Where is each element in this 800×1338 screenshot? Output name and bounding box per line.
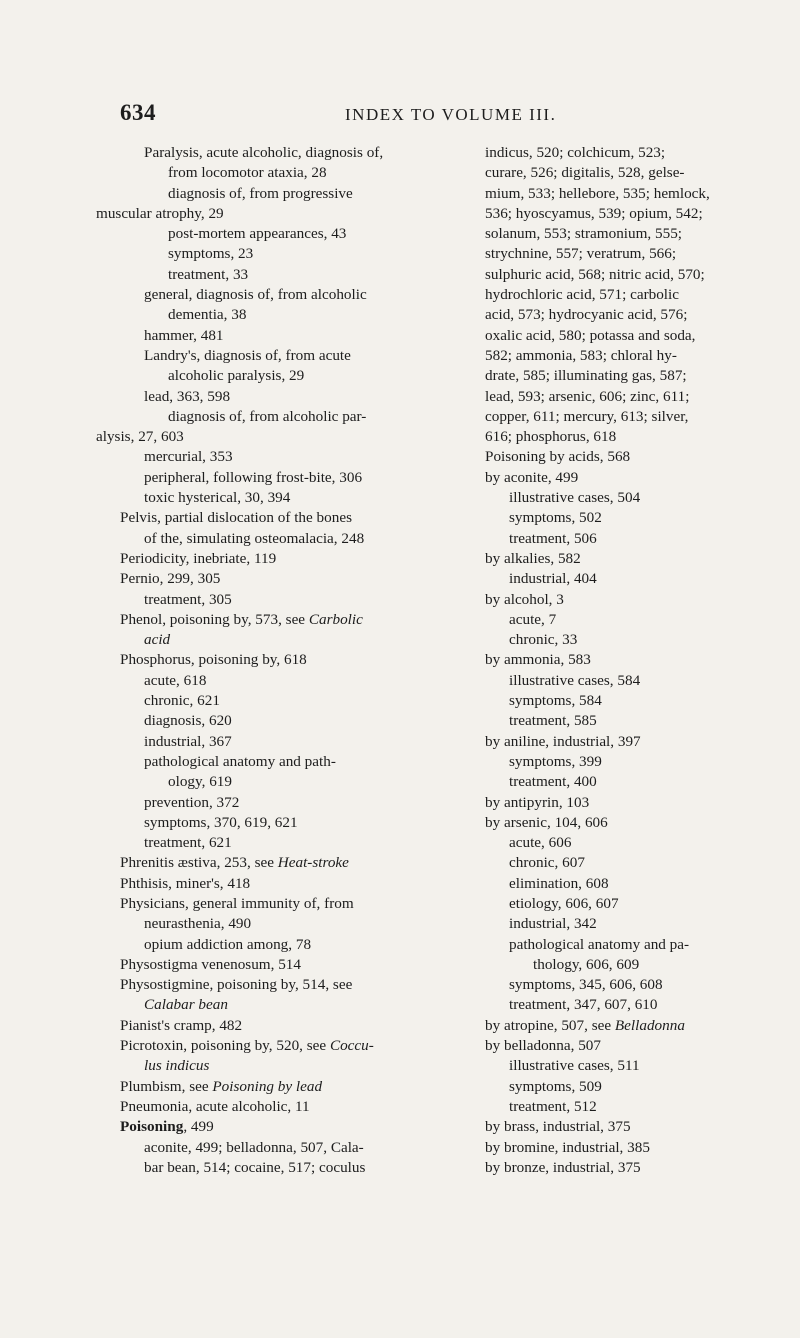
index-entry: [120, 793, 440, 813]
index-entry-text: Coccu-: [329, 1037, 374, 1055]
index-entry: [120, 1097, 440, 1117]
index-entry-text: Physostigmine, poisoning by, 514, see: [120, 976, 353, 994]
index-entry: [485, 387, 800, 407]
index-entry: [485, 772, 800, 792]
index-entry: [485, 1097, 800, 1117]
index-entry: [120, 894, 440, 914]
index-entry-text: Pianist's cramp, 482: [120, 1016, 243, 1034]
index-entry-text: hammer, 481: [144, 326, 224, 344]
index-entry-text: acute, 7: [509, 610, 557, 628]
page-header: [0, 0, 800, 140]
index-entry: [120, 508, 440, 528]
index-entry: [120, 874, 440, 894]
index-entry: [120, 1036, 440, 1056]
index-entry: [485, 224, 800, 244]
index-entry-text: by bronze, industrial, 375: [485, 1158, 641, 1176]
index-entry: [120, 1138, 440, 1158]
index-entry-text: chronic, 607: [509, 854, 585, 872]
index-entry: [485, 874, 800, 894]
index-entry: [120, 853, 440, 873]
index-entry: [485, 630, 800, 650]
index-entry: [485, 407, 800, 427]
index-entry: [120, 1117, 440, 1137]
index-entry-text: by arsenic, 104, 606: [485, 813, 608, 831]
index-entry-text: lead, 363, 598: [144, 387, 231, 405]
index-entry: [120, 610, 440, 630]
index-entry: [485, 691, 800, 711]
index-entry: [120, 285, 440, 305]
index-entry-text: by ammonia, 583: [485, 651, 591, 669]
index-entry-text: peripheral, following frost-bite, 306: [144, 468, 363, 486]
index-entry: [485, 427, 800, 447]
index-entry: [485, 1077, 800, 1097]
index-entry: [120, 995, 440, 1015]
index-entry-text: pathological anatomy and path-: [144, 752, 336, 770]
index-entry-text: of the, simulating osteomalacia, 248: [144, 529, 365, 547]
index-entry-text: treatment, 506: [509, 529, 597, 547]
index-entry-text: etiology, 606, 607: [509, 894, 619, 912]
index-entry: [120, 914, 440, 934]
index-entry: [485, 1036, 800, 1056]
index-entry-text: mercurial, 353: [144, 448, 233, 466]
index-entry: [120, 691, 440, 711]
index-entry: [120, 305, 440, 325]
index-entry-text: by aniline, industrial, 397: [485, 732, 641, 750]
index-entry: [120, 711, 440, 731]
index-entry-text: 536; hyoscyamus, 539; opium, 542;: [485, 204, 703, 222]
index-entry: [485, 752, 800, 772]
index-entry-text: general, diagnosis of, from alcoholic: [144, 286, 367, 304]
index-entry-text: Paralysis, acute alcoholic, diagnosis of,: [144, 144, 384, 161]
index-entry-text: Periodicity, inebriate, 119: [120, 549, 277, 567]
index-entry: [485, 1016, 800, 1036]
index-entry: [120, 813, 440, 833]
index-entry-text: symptoms, 584: [509, 692, 602, 710]
index-entry-text: ology, 619: [168, 773, 232, 791]
index-entry: [485, 549, 800, 569]
index-entry-text: treatment, 512: [509, 1097, 597, 1115]
index-entry: [120, 143, 440, 163]
index-entry-text: opium addiction among, 78: [144, 935, 312, 953]
index-entry-text: acid, 573; hydrocyanic acid, 576;: [485, 306, 688, 324]
index-entry: [120, 935, 440, 955]
index-entry: [485, 610, 800, 630]
index-entry-text: chronic, 33: [509, 631, 578, 649]
index-entry-text: prevention, 372: [144, 793, 240, 811]
index-entry-text: treatment, 347, 607, 610: [509, 996, 658, 1014]
index-entry: [485, 244, 800, 264]
index-entry-text: Carbolic: [308, 610, 363, 628]
index-entry-text: post-mortem appearances, 43: [168, 225, 347, 243]
index-entry: [120, 955, 440, 975]
index-entry: [120, 630, 440, 650]
index-column-right: [485, 143, 800, 1178]
index-entry-text: treatment, 400: [509, 773, 597, 791]
index-entry-text: symptoms, 370, 619, 621: [144, 813, 298, 831]
index-entry-text: indicus, 520; colchicum, 523;: [485, 144, 666, 161]
index-entry: [120, 671, 440, 691]
index-entry-text: by aconite, 499: [485, 468, 579, 486]
index-entry: [120, 650, 440, 670]
index-entry: [120, 833, 440, 853]
index-entry: [485, 1138, 800, 1158]
index-entry-text: treatment, 33: [168, 265, 249, 283]
index-entry-text: industrial, 367: [144, 732, 232, 750]
index-entry-text: , 499: [183, 1118, 214, 1136]
index-entry-text: curare, 526; digitalis, 528, gelse-: [485, 164, 685, 182]
index-entry: [120, 1158, 440, 1178]
index-entry-text: by atropine, 507, see: [485, 1016, 615, 1034]
index-entry: [96, 204, 440, 224]
index-entry-text: lead, 593; arsenic, 606; zinc, 611;: [485, 387, 690, 405]
index-entry-text: by alkalies, 582: [485, 549, 581, 567]
index-entry-text: by brass, industrial, 375: [485, 1118, 631, 1136]
index-entry-text: Physicians, general immunity of, from: [120, 894, 354, 912]
index-entry: [120, 975, 440, 995]
index-entry: [120, 732, 440, 752]
index-entry: [120, 387, 440, 407]
index-entry-text: from locomotor ataxia, 28: [168, 164, 327, 182]
index-entry-text: hydrochloric acid, 571; carbolic: [485, 286, 679, 304]
index-entry: [120, 590, 440, 610]
index-entry-text: chronic, 621: [144, 692, 220, 710]
index-entry: [485, 1117, 800, 1137]
index-entry: [485, 346, 800, 366]
index-entry-text: symptoms, 23: [168, 245, 254, 263]
index-entry-text: elimination, 608: [509, 874, 609, 892]
running-title: INDEX TO VOLUME III.: [345, 105, 557, 124]
index-entry-text: Poisoning by lead: [212, 1077, 323, 1095]
index-entry: [485, 914, 800, 934]
index-entry-text: Poisoning by acids, 568: [485, 448, 631, 466]
index-entry: [485, 793, 800, 813]
index-entry-text: Plumbism, see: [120, 1077, 213, 1095]
index-entry-text: diagnosis of, from progressive: [168, 184, 353, 202]
index-entry: [120, 407, 440, 427]
index-entry: [120, 529, 440, 549]
index-entry: [120, 1016, 440, 1036]
index-entry: [485, 143, 800, 163]
index-entry: [485, 488, 800, 508]
index-entry-text: thology, 606, 609: [533, 955, 640, 973]
index-entry-text: dementia, 38: [168, 306, 247, 324]
index-entry: [120, 265, 440, 285]
index-entry: [485, 366, 800, 386]
index-entry: [485, 285, 800, 305]
index-entry: [485, 975, 800, 995]
index-entry-text: Poisoning: [120, 1118, 184, 1136]
index-entry-text: Phrenitis æstiva, 253, see: [120, 854, 278, 872]
index-entry-text: Pernio, 299, 305: [120, 570, 221, 588]
index-entry: [485, 1158, 800, 1178]
index-entry: [485, 590, 800, 610]
index-entry-text: drate, 585; illuminating gas, 587;: [485, 367, 687, 385]
index-entry: [120, 1077, 440, 1097]
index-entry: [485, 833, 800, 853]
index-entry-text: 616; phosphorus, 618: [485, 428, 617, 446]
index-entry: [485, 204, 800, 224]
page-number: 634: [120, 100, 156, 125]
index-entry-text: illustrative cases, 504: [509, 489, 641, 507]
index-entry: [485, 1056, 800, 1076]
index-entry-text: Picrotoxin, poisoning by, 520, see: [120, 1037, 330, 1055]
index-entry: [485, 711, 800, 731]
index-entry-text: muscular atrophy, 29: [96, 204, 224, 222]
index-entry: [485, 447, 800, 467]
index-entry: [120, 1056, 440, 1076]
index-entry: [485, 508, 800, 528]
index-entry: [120, 549, 440, 569]
index-entry-text: Belladonna: [614, 1016, 685, 1034]
index-entry: [485, 184, 800, 204]
index-entry: [96, 427, 440, 447]
index-entry: [120, 488, 440, 508]
index-entry-text: Phthisis, miner's, 418: [120, 874, 251, 892]
index-entry: [485, 853, 800, 873]
index-entry: [485, 529, 800, 549]
index-entry-text: by antipyrin, 103: [485, 793, 590, 811]
index-entry-text: treatment, 621: [144, 834, 232, 852]
index-entry: [485, 305, 800, 325]
index-entry: [120, 224, 440, 244]
index-entry-text: acute, 606: [509, 834, 572, 852]
index-entry: [485, 650, 800, 670]
index-entry-text: symptoms, 399: [509, 752, 602, 770]
index-entry-text: industrial, 342: [509, 915, 597, 933]
index-entry: [120, 772, 440, 792]
index-entry-text: alcoholic paralysis, 29: [168, 367, 305, 385]
index-entry-text: by alcohol, 3: [485, 590, 564, 608]
index-entry-text: copper, 611; mercury, 613; silver,: [485, 407, 689, 425]
index-entry-text: sulphuric acid, 568; nitric acid, 570;: [485, 265, 705, 283]
index-entry: [485, 935, 800, 955]
index-entry-text: by bromine, industrial, 385: [485, 1138, 650, 1156]
index-entry-text: Phenol, poisoning by, 573, see: [120, 610, 309, 628]
index-entry: [485, 671, 800, 691]
index-entry: [120, 326, 440, 346]
index-entry: [120, 569, 440, 589]
index-entry-text: Landry's, diagnosis of, from acute: [144, 346, 351, 364]
index-entry-text: diagnosis, 620: [144, 712, 232, 730]
index-entry-text: Pneumonia, acute alcoholic, 11: [120, 1097, 310, 1115]
index-entry: [120, 447, 440, 467]
index-entry-text: alysis, 27, 603: [96, 428, 184, 446]
index-entry-text: pathological anatomy and pa-: [509, 935, 690, 953]
index-entry-text: solanum, 553; stramonium, 555;: [485, 225, 683, 243]
index-entry-text: by belladonna, 507: [485, 1037, 601, 1055]
index-entry-text: mium, 533; hellebore, 535; hemlock,: [485, 184, 710, 202]
index-entry: [485, 813, 800, 833]
index-entry-text: treatment, 585: [509, 712, 597, 730]
index-entry: [485, 326, 800, 346]
index-entry-text: Heat-stroke: [277, 854, 349, 872]
index-entry-text: bar bean, 514; cocaine, 517; coculus: [144, 1158, 366, 1176]
index-entry-text: acid: [144, 631, 171, 649]
index-entry: [120, 346, 440, 366]
index-entry-text: Pelvis, partial dislocation of the bones: [120, 509, 352, 527]
index-entry: [485, 569, 800, 589]
index-entry: [120, 752, 440, 772]
index-entry: [120, 163, 440, 183]
index-entry: [485, 468, 800, 488]
index-entry-text: diagnosis of, from alcoholic par-: [168, 407, 367, 425]
index-entry: [485, 732, 800, 752]
index-entry-text: strychnine, 557; veratrum, 566;: [485, 245, 677, 263]
index-entry-text: treatment, 305: [144, 590, 232, 608]
index-entry-text: Physostigma venenosum, 514: [120, 955, 301, 973]
index-entry-text: acute, 618: [144, 671, 207, 689]
index-entry-text: aconite, 499; belladonna, 507, Cala-: [144, 1138, 364, 1156]
index-entry-text: neurasthenia, 490: [144, 915, 252, 933]
index-entry: [120, 366, 440, 386]
index-entry: [485, 265, 800, 285]
index-entry-text: 582; ammonia, 583; chloral hy-: [485, 346, 677, 364]
index-entry-text: symptoms, 509: [509, 1077, 602, 1095]
index-entry-text: symptoms, 345, 606, 608: [509, 976, 663, 994]
index-entry: [485, 995, 800, 1015]
index-entry: [485, 955, 800, 975]
index-entry-text: illustrative cases, 584: [509, 671, 641, 689]
index-entry: [485, 894, 800, 914]
index-entry-text: symptoms, 502: [509, 509, 602, 527]
index-entry-text: illustrative cases, 511: [509, 1057, 640, 1075]
index-entry: [485, 163, 800, 183]
index-entry-text: toxic hysterical, 30, 394: [144, 489, 291, 507]
index-entry: [120, 244, 440, 264]
index-column-left: [96, 143, 440, 1178]
index-entry: [120, 468, 440, 488]
index-entry-text: oxalic acid, 580; potassa and soda,: [485, 326, 696, 344]
index-entry-text: Phosphorus, poisoning by, 618: [120, 651, 307, 669]
index-entry-text: lus indicus: [144, 1057, 210, 1075]
index-entry-text: industrial, 404: [509, 570, 597, 588]
index-entry-text: Calabar bean: [144, 996, 228, 1014]
index-entry: [120, 184, 440, 204]
